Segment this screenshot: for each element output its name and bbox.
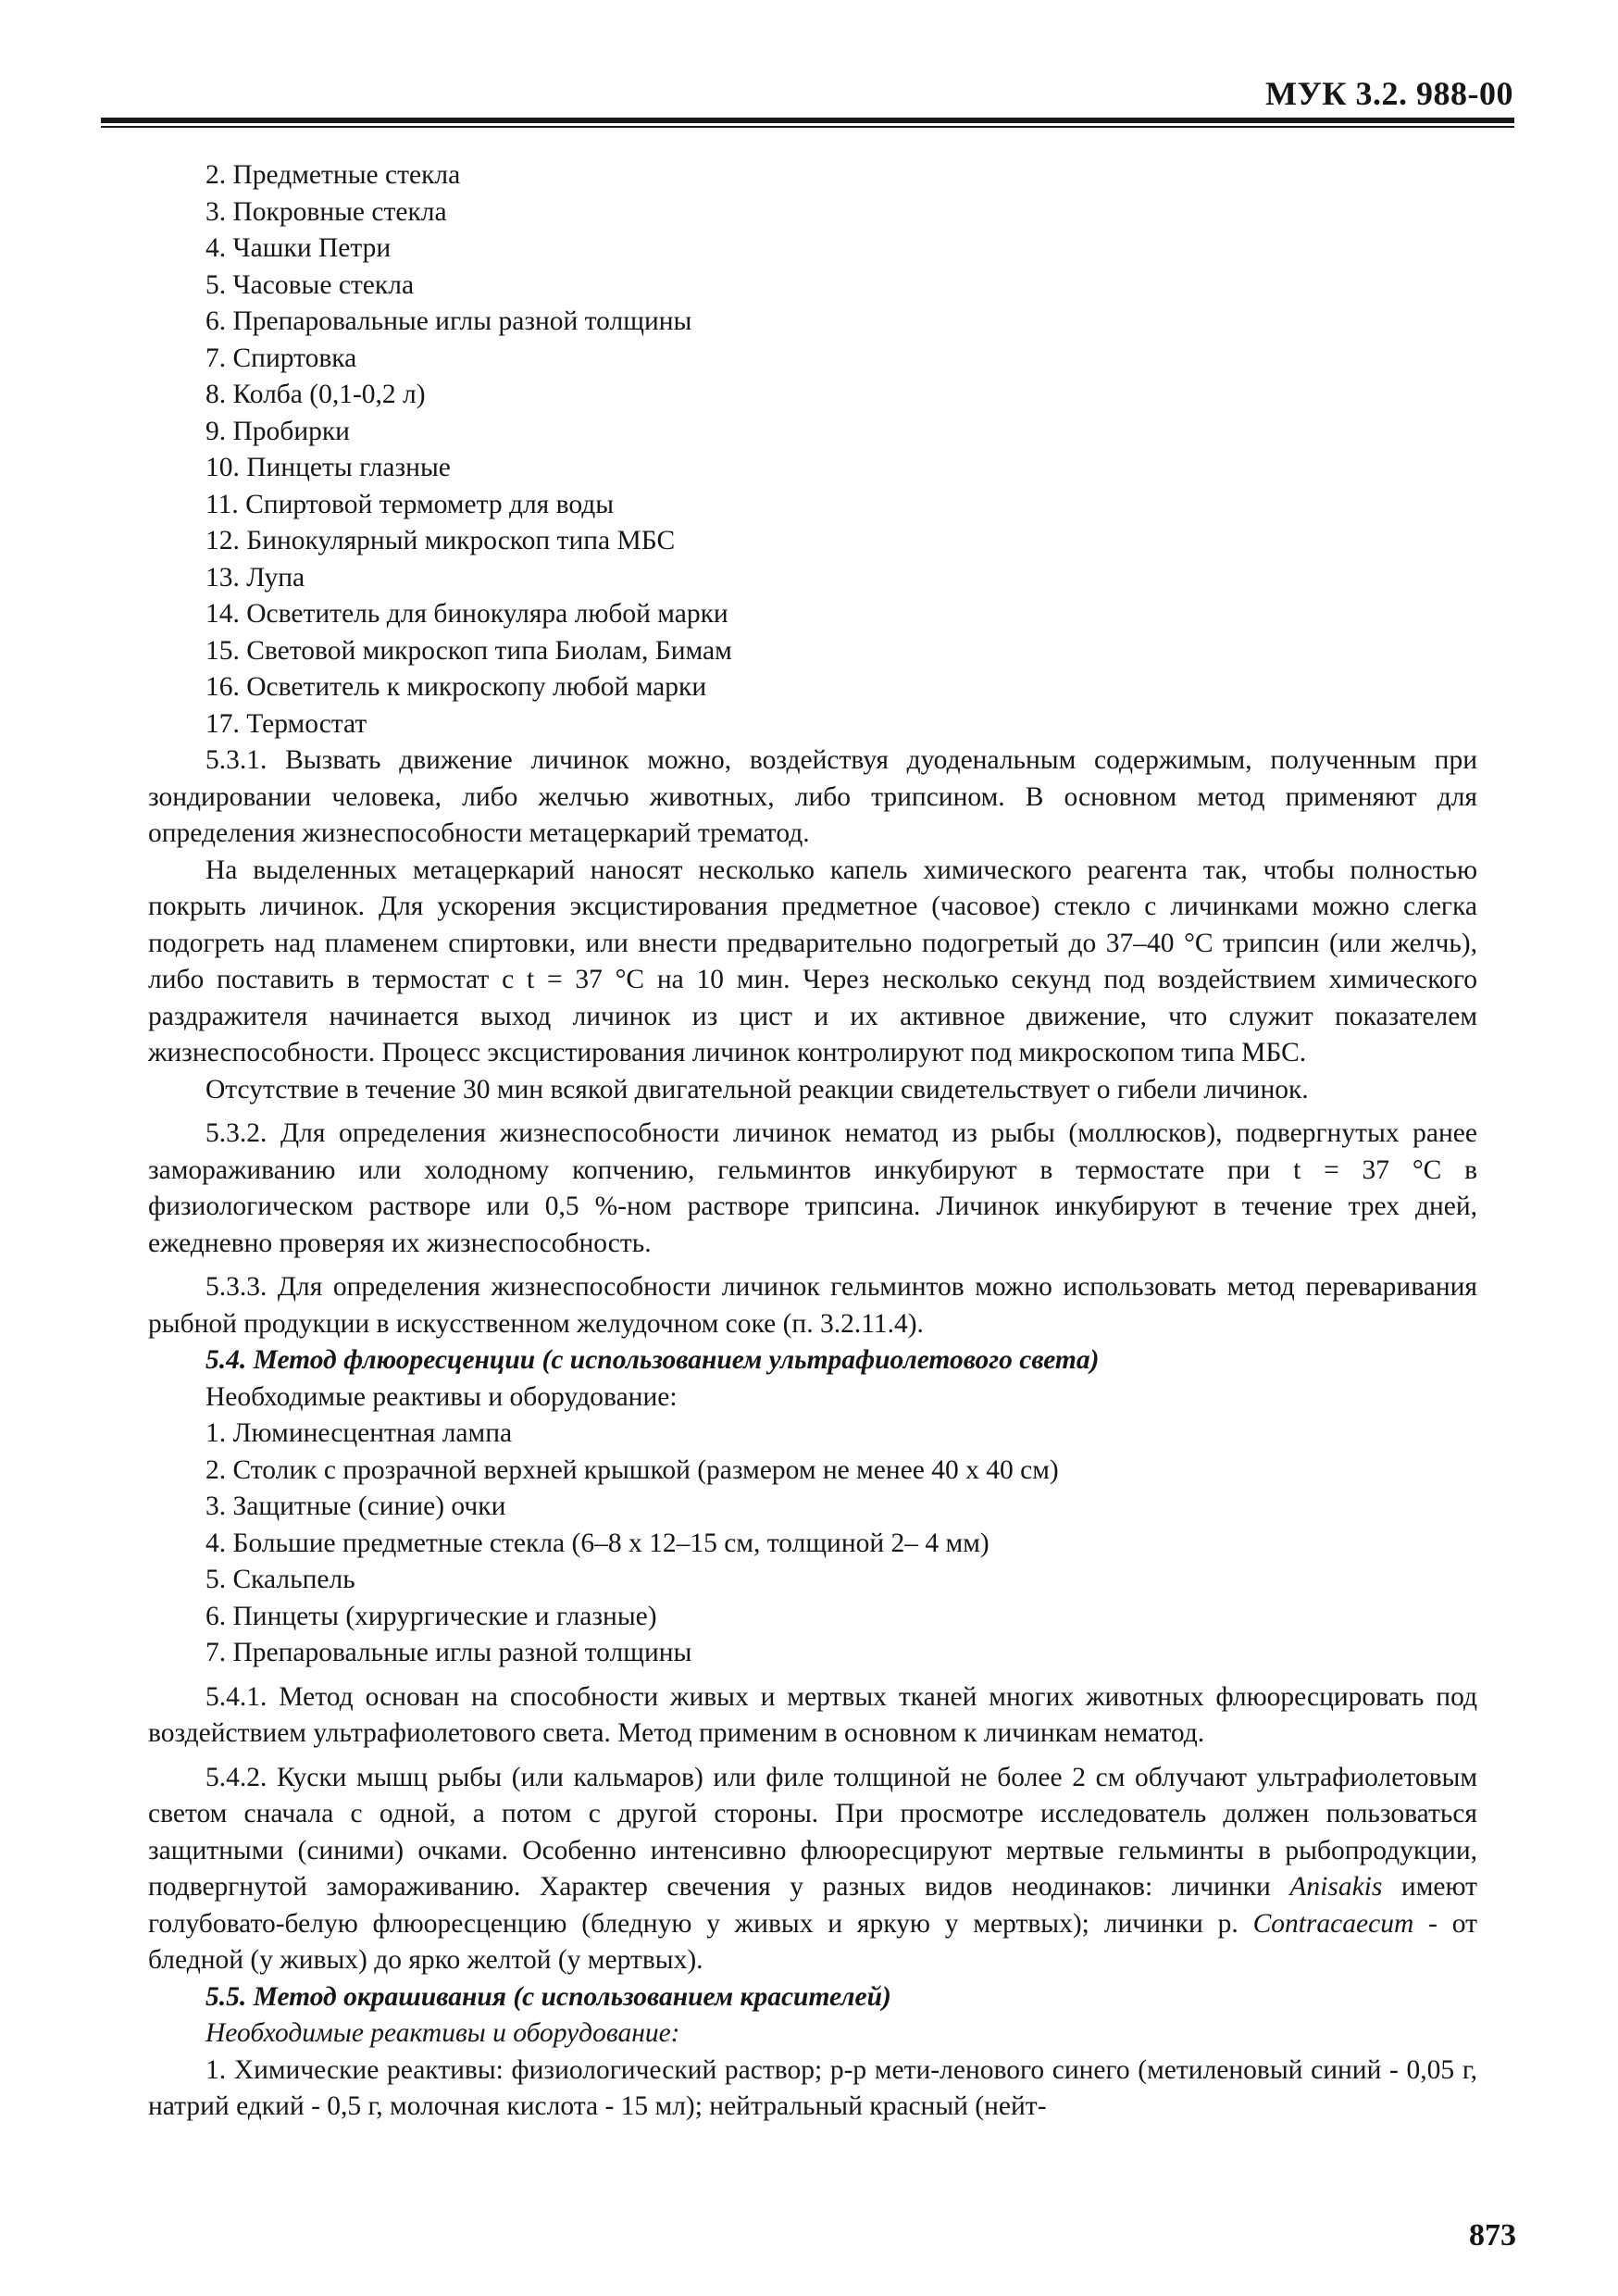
genus-name: Anisakis [1289,1872,1383,1902]
list-item: 12. Бинокулярный микроскоп типа МБС [205,526,676,555]
list-item: 5. Скальпель [205,1565,355,1594]
list-item: 5. Часовые стекла [205,269,415,300]
section-heading-5-4: 5.4. Метод флюоресценции (с использованием ультрафиолетового света) [205,1345,1100,1375]
list-item: 15. Световой микроскоп типа Биолам, Бимам [205,635,732,666]
section-intro-5-4: Необходимые реактивы и оборудование: [205,1381,678,1412]
paragraph-text: 5.4.2. Куски мышц рыбы (или кальмаров) или филе толщиной не более 2 см облучают ультрафиолетовым светом сначала с одной, а потом с другой стороны. При просмотре исследователь должен пользоваться защитными (синими) очками. Особенно интенсивно флюоресцируют мертвые гельминты в рыбопродукции, подвергнутой замораживанию. Характер свечения у разных видов неодинаков: личинки [148,1762,1477,1902]
list-item: 7. Препаровальные иглы разной толщины [205,1638,692,1667]
paragraph-text: имеют голубовато-белую флюоресценцию (бледную у живых и яркую у мертвых); личинки р. [148,1872,1478,1939]
list-item: 11. Спиртовой термометр для воды [205,489,615,519]
paragraph-text: - от бледной (у живых) до ярко желтой (у мертвых). [148,1908,1477,1975]
list-item: 6. Препаровальные иглы разной толщины [205,306,692,336]
list-item: 6. Пинцеты (хирургические и глазные) [205,1601,657,1631]
page-number: 873 [1469,2218,1516,2252]
paragraph-5-4-2 [148,1760,1477,1979]
paragraph-5-3-1: 5.3.1. Вызвать движение личинок можно, воздействуя дуоденальным содержимым, полученным при зондировании человека, либо желчью животных, либо трипсином. В основном метод применяют для определения жизнеспособности метацеркарий трематод. [148,745,1477,848]
paragraph-5-5-reagents: 1. Химические реактивы: физиологический раствор; р-р мети-ленового синего (метиленовый синий - 0,05 г, натрий едкий - 0,5 г, молочная кислота - 15 мл); нейтральный красный (нейт- [148,2054,1477,2121]
paragraph-5-3-1-procedure: На выделенных метацеркарий наносят несколько капель химического реагента так, чтобы полностью покрыть личинок. Для ускорения эксцистирования предметное (часовое) стекло с личинками можно слегка подогреть над пламенем спиртовки, или внести предварительно подогретый до 37–40 °С трипсин (или желчь), либо поставить в термостат с t = 37 °С на 10 мин. Через несколько секунд под воздействием химического раздражителя начинается выход личинок из цист и их активное движение, что служит показателем жизнеспособности. Процесс эксцистирования личинок контролируют под микроскопом типа МБС. [148,855,1477,1067]
list-item: 4. Большие предметные стекла (6–8 х 12–15 см, толщиной 2– 4 мм) [205,1528,989,1558]
paragraph-5-3-3: 5.3.3. Для определения жизнеспособности личинок гельминтов можно использовать метод переваривания рыбной продукции в искусственном желудочном соке (п. 3.2.11.4). [148,1272,1477,1339]
header-rule-thin [101,126,1514,128]
page-body [148,157,1477,2126]
equipment-list-5-4 [148,1416,1477,1672]
paragraph-5-3-1-result: Отсутствие в течение 30 мин всякой двигательной реакции свидетельствует о гибели личинок. [205,1074,1309,1104]
paragraph-5-3-2: 5.3.2. Для определения жизнеспособности личинок нематод из рыбы (моллюсков), подвергнутых ранее замораживанию или холодному копчению, гельминтов инкубируют в термостате при t = 37 °С в физиологическом растворе или 0,5 %-ном растворе трипсина. Личинок инкубируют в течение трех дней, ежедневно проверяя их жизнеспособность. [148,1118,1477,1258]
header-rule [101,118,1514,123]
list-item: 13. Лупа [205,562,305,593]
list-item: 2. Предметные стекла [205,160,461,190]
genus-name: Contracaecum [1252,1908,1414,1939]
list-item: 7. Спиртовка [205,343,357,373]
list-item: 8. Колба (0,1-0,2 л) [205,380,426,409]
section-intro-5-5: Необходимые реактивы и оборудование: [205,2018,680,2048]
paragraph-5-4-1: 5.4.1. Метод основан на способности живых и мертвых тканей многих животных флюоресцировать под воздействием ультрафиолетового света. Метод применим в основном к личинкам нематод. [148,1681,1477,1748]
list-item: 14. Осветитель для бинокуляра любой марки [205,599,728,629]
list-item: 2. Столик с прозрачной верхней крышкой (размером не менее 40 х 40 см) [205,1454,1059,1485]
list-item: 3. Покровные стекла [205,196,447,227]
list-item: 4. Чашки Петри [205,233,392,263]
section-heading-5-5: 5.5. Метод окрашивания (с использованием красителей) [205,1981,891,2012]
list-item: 16. Осветитель к микроскопу любой марки [205,672,707,702]
equipment-list [148,157,1477,742]
list-item: 10. Пинцеты глазные [205,453,451,482]
list-item: 1. Люминесцентная лампа [205,1418,513,1448]
list-item: 3. Защитные (синие) очки [205,1491,506,1521]
list-item: 17. Термостат [205,708,367,739]
list-item: 9. Пробирки [205,416,350,446]
document-code-header: МУК 3.2. 988-00 [1265,75,1513,112]
